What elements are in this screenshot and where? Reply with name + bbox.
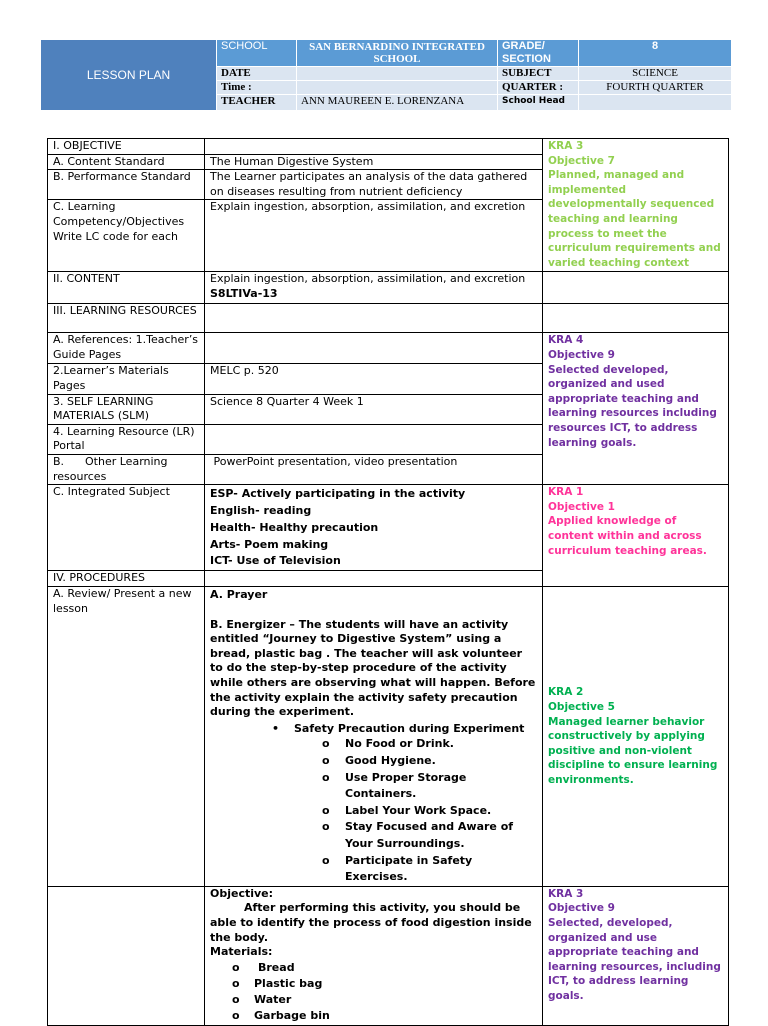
performance-standard-value: The Learner participates an analysis of the data gathered on diseases resulting from nutrient deficiency <box>205 170 543 200</box>
lr-portal-label: 4. Learning Resource (LR) Portal <box>48 424 205 454</box>
objective-text: After performing this activity, you should be able to identify the process of food digestion inside the body. <box>210 901 532 944</box>
learning-competency-value: Explain ingestion, absorption, assimilation, and excretion <box>205 200 543 272</box>
procedures-value <box>205 571 543 587</box>
kra-objective: Objective 9 <box>548 348 615 361</box>
safety-item: o No Food or Drink. <box>210 736 537 753</box>
lesson-table <box>47 138 729 1026</box>
lesson-plan-title: LESSON PLAN <box>41 40 217 111</box>
material-item: o Plastic bag <box>210 976 537 992</box>
energizer-paragraph <box>210 618 537 720</box>
material-item: o Bread <box>210 960 537 976</box>
other-resources-value: PowerPoint presentation, video presentation <box>205 454 543 484</box>
review-label: A. Review/ Present a new lesson <box>48 587 205 887</box>
kra-description: Managed learner behavior constructively by applying positive and non-violent discipline to ensure learning environments. <box>548 715 718 786</box>
header-table <box>40 39 732 111</box>
lr-portal-value <box>205 424 543 454</box>
content-value <box>205 272 543 304</box>
subject-value: SCIENCE <box>579 67 732 81</box>
teacher-label: TEACHER <box>217 95 297 111</box>
hollow-circle-icon: o <box>232 1009 240 1023</box>
lc-code: S8LTIVa-13 <box>210 286 278 300</box>
integrated-item: Arts- Poem making <box>210 537 329 551</box>
integrated-subject-list <box>205 485 543 571</box>
hollow-circle-icon: o <box>322 737 330 751</box>
safety-item: o Label Your Work Space. <box>210 803 537 820</box>
hollow-circle-icon: o <box>322 754 330 768</box>
content-standard-value: The Human Digestive System <box>205 154 543 170</box>
content-text: Explain ingestion, absorption, assimilation, and excretion <box>210 272 526 286</box>
content-label: II. CONTENT <box>48 272 205 304</box>
kra-objective: Objective 5 <box>548 700 615 713</box>
school-label: SCHOOL <box>217 40 297 67</box>
kra2-objective5-cell <box>543 587 729 887</box>
grade-value: 8 <box>579 40 732 67</box>
integrated-item: Health- Healthy precaution <box>210 520 379 534</box>
safety-list <box>210 736 537 885</box>
procedures-heading: IV. PROCEDURES <box>48 571 205 587</box>
material-item: o Water <box>210 992 537 1008</box>
school-head-label: School Head <box>498 95 579 111</box>
kra-description: Applied knowledge of content within and across curriculum teaching areas. <box>548 515 707 557</box>
energizer-intro: B. Energizer – The students will have an activity entitled <box>210 617 509 646</box>
kra-objective: Objective 1 <box>548 500 615 513</box>
school-value: SAN BERNARDINO INTEGRATED SCHOOL <box>297 40 498 67</box>
objective-label: Objective: <box>210 886 274 900</box>
kra3-objective9-cell <box>543 886 729 1025</box>
materials-label: Materials: <box>210 945 273 959</box>
safety-item: o Good Hygiene. <box>210 753 537 770</box>
quarter-label: QUARTER : <box>498 81 579 95</box>
materials-list <box>210 960 537 1025</box>
integrated-item: English- reading <box>210 503 312 517</box>
material-item: o Garbage bin <box>210 1008 537 1024</box>
energizer-rest: using a bread, plastic bag . The teacher will ask volunteer to do the step-by-step procedure of the activity while others are observing what will happen. Before the activity explain the activity safety precaution during the experiment. <box>210 632 536 719</box>
hollow-circle-icon: o <box>232 960 240 974</box>
integrated-subject-label: C. Integrated Subject <box>48 485 205 571</box>
objective-cell <box>205 139 543 155</box>
objective-heading: I. OBJECTIVE <box>48 139 205 155</box>
references-value <box>205 333 543 364</box>
learning-resources-value <box>205 304 543 333</box>
time-value <box>297 81 498 95</box>
quarter-value: FOURTH QUARTER <box>579 81 732 95</box>
kra-label: KRA 1 <box>548 486 584 499</box>
learners-materials-value: MELC p. 520 <box>205 364 543 394</box>
safety-item: o Participate in Safety Exercises. <box>322 853 473 884</box>
references-label: A. References: 1.Teacher’s Guide Pages <box>48 333 205 364</box>
content-kra-empty <box>543 272 729 304</box>
hollow-circle-icon: o <box>322 820 330 834</box>
learning-resources-kra-empty <box>543 304 729 333</box>
learners-materials-label: 2.Learner’s Materials Pages <box>48 364 205 394</box>
kra-description: Selected developed, organized and used appropriate teaching and learning resources including resources ICT, to address learning goals. <box>548 363 717 449</box>
date-label: DATE <box>217 67 297 81</box>
kra3-objective7-cell <box>543 139 729 272</box>
hollow-circle-icon: o <box>322 803 330 817</box>
kra-label: KRA 3 <box>548 140 584 152</box>
slm-value: Science 8 Quarter 4 Week 1 <box>205 394 543 424</box>
energizer-title: “Journey to Digestive System” <box>262 632 453 646</box>
teacher-value: ANN MAUREEN E. LORENZANA <box>297 95 498 111</box>
safety-item: o Use Proper Storage Containers. <box>322 770 467 801</box>
school-head-value <box>579 95 732 111</box>
kra-label: KRA 2 <box>548 686 584 699</box>
learning-competency-label: C. Learning Competency/Objectives Write LC code for each <box>48 200 205 272</box>
integrated-item: ESP- Actively participating in the activity <box>210 487 466 501</box>
safety-heading <box>210 722 537 737</box>
hollow-circle-icon: o <box>232 976 240 990</box>
kra-objective: Objective 7 <box>548 154 615 167</box>
hollow-circle-icon: o <box>322 853 330 867</box>
learning-resources-heading: III. LEARNING RESOURCES <box>48 304 205 333</box>
kra1-objective1-cell <box>543 485 729 587</box>
hollow-circle-icon: o <box>322 770 330 784</box>
date-value <box>297 67 498 81</box>
bullet-dot-icon: • <box>272 721 280 735</box>
grade-label: GRADE/ SECTION <box>498 40 579 67</box>
content-standard-label: A. Content Standard <box>48 154 205 170</box>
safety-title: Safety Precaution during Experiment <box>294 721 525 735</box>
kra-label: KRA 4 <box>548 334 584 347</box>
review-content <box>205 587 543 887</box>
kra-description: Selected, developed, organized and use appropriate teaching and learning resources, including ICT, to address learning goals. <box>548 916 721 1002</box>
hollow-circle-icon: o <box>232 993 240 1007</box>
other-resources-label: B. Other Learning resources <box>48 454 205 484</box>
prayer-heading: A. Prayer <box>210 588 268 602</box>
kra-label: KRA 3 <box>548 887 584 900</box>
kra-description: Planned, managed and implemented developmentally sequenced teaching and learning process to meet the curriculum requirements and varied teaching context <box>548 169 721 269</box>
safety-item: o Stay Focused and Aware of Your Surroundings. <box>322 820 514 851</box>
performance-standard-label: B. Performance Standard <box>48 170 205 200</box>
kra4-objective9-cell <box>543 333 729 485</box>
slm-label: 3. SELF LEARNING MATERIALS (SLM) <box>48 394 205 424</box>
subject-label: SUBJECT <box>498 67 579 81</box>
integrated-item: ICT- Use of Television <box>210 554 341 568</box>
kra-objective: Objective 9 <box>548 902 615 915</box>
activity-label-empty <box>48 886 205 1025</box>
time-label: Time : <box>217 81 297 95</box>
activity-content <box>205 886 543 1025</box>
